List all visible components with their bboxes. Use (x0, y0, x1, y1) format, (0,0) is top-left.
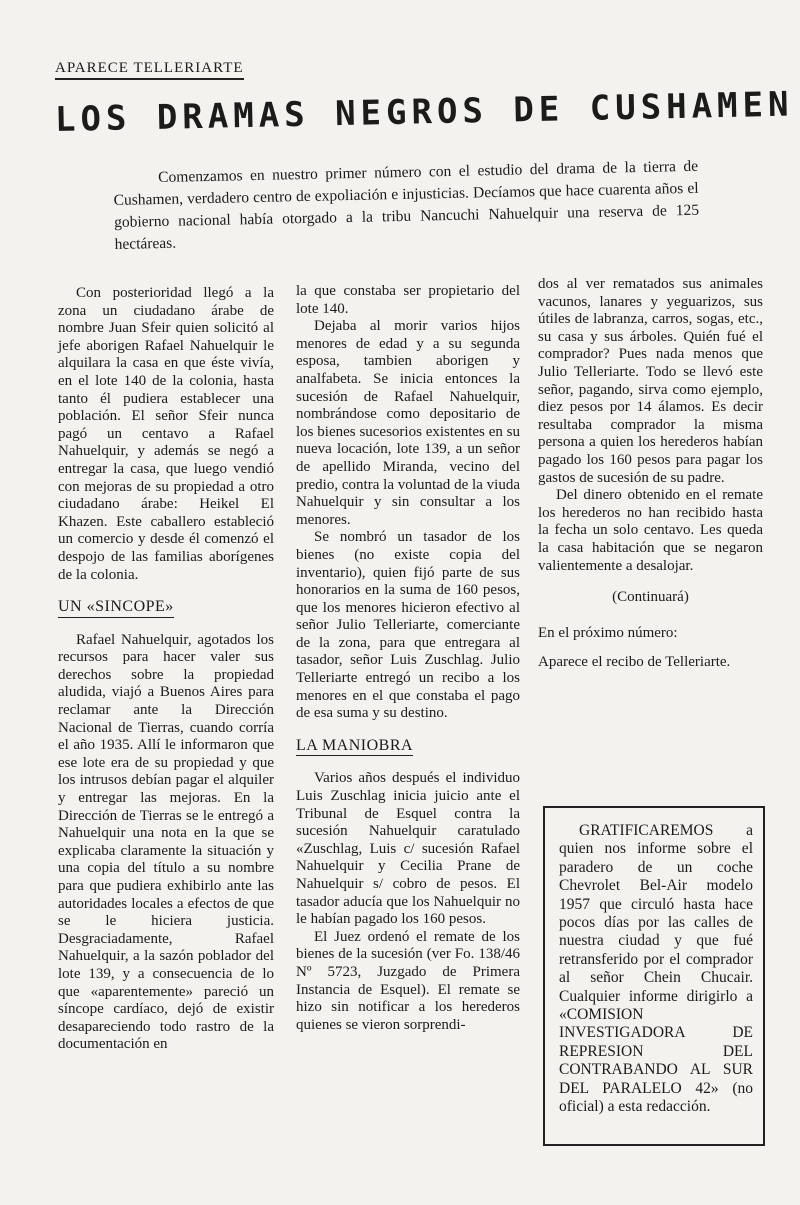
continued-note: (Continuará) (612, 589, 689, 606)
headline: LOS DRAMAS NEGROS DE CUSHAMEN (54, 84, 794, 140)
next-issue-label: En el próximo número: (538, 624, 678, 641)
reward-notice-text: GRATIFICAREMOS a quien nos informe sobre el paradero de un coche Chevrolet Bel-Air modelo 1957 que circuló hasta hace pocos días por las calles de nuestra ciudad y que fué retransferido por el comprador al señor Chein Chucair. Cualquier informe dirigirlo a «COMISION INVESTIGADORA DE REPRESION DEL CONTRABANDO AL SUR DEL PARALELO 42» (no oficial) a esta redacción. (559, 822, 753, 1116)
subhead-sincope: UN «SINCOPE» (58, 598, 174, 618)
paragraph: Varios años después el individuo Luis Zuschlag inicia juicio ante el Tribunal de Esquel contra la sucesión Nahuelquir caratulado «Zuschlag, Luis c/ sucesión Rafael Nahuelquir y Cecilia Prane de Nahuelquir s/ cobro de pesos. El tasador aducía que los Nahuelquir no le habían pagado los 160 pesos. (296, 770, 520, 928)
paragraph: Con posterioridad llegó a la zona un ciudadano árabe de nombre Juan Sfeir quien solicitó al jefe aborigen Rafael Nahuelquir le alquilara la casa en que éste vivía, en el lote 140 de la colonia, hasta tanto él pudiera establecer una población. El señor Sfeir nunca pagó un centavo a Rafael Nahuelquir, y además se negó a entregar la casa, que luego vendió con mejoras de su propiedad a otro ciudadano árabe: Heikel El Khazen. Este caballero estableció un comercio y desde él comenzó el despojo de las familias aborígenes de la colonia. (58, 285, 274, 583)
reward-notice-box (543, 806, 765, 1146)
kicker: APARECE TELLERIARTE (55, 60, 244, 80)
paragraph: la que constaba ser propietario del lote 140. (296, 283, 520, 317)
intro-paragraph: Comenzamos en nuestro primer número con el estudio del drama de la tierra de Cushamen, verdadero centro de expoliación e injusticias. Decíamos que hace cuarenta años el gobierno nacional había otorgado a la tribu Nancuchi Nahuelquir una reserva de 125 hectáreas. (113, 157, 700, 253)
paragraph: Se nombró un tasador de los bienes (no existe copia del inventario), quien fijó parte de sus honorarios en la suma de 160 pesos, que los menores hicieron efectivo al señor Julio Telleriarte, comerciante de la zona, para que entregara al tasador, señor Luis Zuschlag. Julio Telleriarte entregó un recibo a los menores en el que constaba el pago de esa suma y su destino. (296, 529, 520, 722)
column-3 (538, 276, 763, 673)
column-1 (58, 285, 274, 1054)
next-issue-text: Aparece el recibo de Telleriarte. (538, 653, 731, 670)
subhead-maniobra: LA MANIOBRA (296, 737, 413, 757)
paragraph: dos al ver rematados sus animales vacunos, lanares y yeguarizos, sus útiles de labranza, carros, sogas, etc., su casa y sus árboles. Quién fué el comprador? Pues nada menos que Julio Telleriarte. Todo se llevó este señor, pagando, sirva como ejemplo, diez pesos por 14 álamos. Es decir resultaba comprador la misma persona a quien los herederos habían pagado los 160 pesos para pagar los gastos de sucesión de su padre. (538, 276, 763, 486)
paragraph: Dejaba al morir varios hijos menores de edad y a su segunda esposa, tambien aborigen y analfabeta. Se inicia entonces la sucesión de Rafael Nahuelquir, nombrándose como depositario de los bienes sucesorios existentes en su nueva locación, lote 139, a un señor de apellido Miranda, vecino del predio, contra la voluntad de la viuda Nahuelquir y sin consultar a los menores. (296, 318, 520, 528)
paragraph: Rafael Nahuelquir, agotados los recursos para hacer valer sus derechos sobre la propiedad aludida, viajó a Buenos Aires para reclamar ante la Dirección Nacional de Tierras, cuando corría el año 1935. Allí le informaron que ese lote era de su propiedad y que los intrusos debían pagar el alquiler y entregar las mejoras. En la Dirección de Tierras se le entregó a Nahuelquir una nota en la que se explicaba claramente la situación y una copia del título a su nombre para que pudiera exhibirlo ante las autoridades locales a efectos de que se le hiciera justicia. Desgraciadamente, Rafael Nahuelquir, a la sazón poblador del lote 139, y a consecuencia de lo que «aparentemente» pareció un síncope cardíaco, dejó de existir desapareciendo todo rastro de la documentación en (58, 631, 274, 1053)
paragraph: El Juez ordenó el remate de los bienes de la sucesión (ver Fo. 138/46 Nº 5723, Juzgado de Primera Instancia de Esquel). El remate se hizo sin notificar a los herederos quienes se vieron sorprendi- (296, 928, 520, 1033)
column-2 (296, 283, 520, 1034)
paragraph: Del dinero obtenido en el remate los herederos no han recibido hasta la fecha un solo centavo. Les queda la casa habitación que se negaron valientemente a desalojar. (538, 487, 763, 574)
